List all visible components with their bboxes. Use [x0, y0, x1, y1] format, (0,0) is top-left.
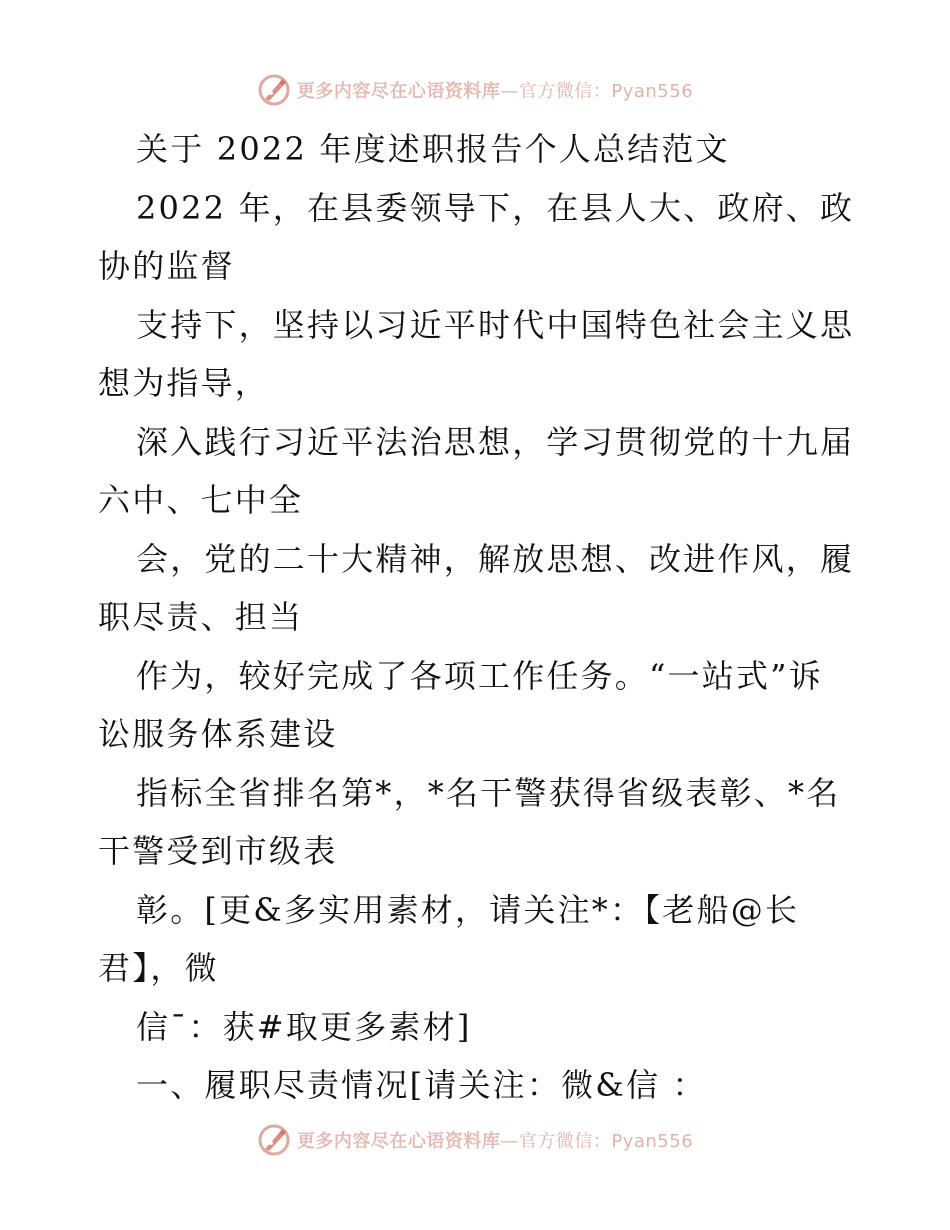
- document-line: 指标全省排名第*，*名干警获得省级表彰、*名: [136, 773, 841, 812]
- document-line: 职尽责、担当: [98, 598, 304, 636]
- document-line: 六中、七中全: [98, 481, 304, 519]
- watermark-contact: —官方微信：Pyan556: [500, 1131, 694, 1152]
- footer-watermark: [0, 1120, 950, 1160]
- watermark-text: [297, 77, 693, 103]
- pen-logo-icon: [257, 1123, 291, 1157]
- watermark-contact: —官方微信：Pyan556: [500, 81, 694, 102]
- document-line: 关于 2022 年度述职报告个人总结范文: [136, 130, 730, 168]
- document-body: [98, 120, 858, 1115]
- document-line: 想为指导，: [98, 364, 270, 402]
- document-line: 讼服务体系建设: [98, 715, 338, 753]
- document-line: 干警受到市级表: [98, 832, 338, 870]
- document-line: 彰。[更&多实用素材，请关注*：【老船@长: [136, 890, 800, 929]
- header-watermark: [0, 70, 950, 110]
- document-line: 2022 年，在县委领导下，在县人大、政府、政: [136, 188, 855, 227]
- document-line: 协的监督: [98, 247, 235, 285]
- document-line: 支持下，坚持以习近平时代中国特色社会主义思: [136, 305, 855, 344]
- document-line: 信¯：获#取更多素材]: [136, 1007, 472, 1046]
- document-line: 君】，微: [98, 949, 219, 987]
- document-line: 深入践行习近平法治思想，学习贯彻党的十九届: [136, 422, 855, 461]
- pen-logo-icon: [257, 73, 291, 107]
- watermark-brand: 更多内容尽在心语资料库: [296, 81, 501, 102]
- document-line: 会，党的二十大精神，解放思想、改进作风，履: [136, 539, 855, 578]
- watermark-brand: 更多内容尽在心语资料库: [296, 1131, 501, 1152]
- watermark-text: [297, 1127, 693, 1153]
- document-line: 作为，较好完成了各项工作任务。“一站式”诉: [136, 656, 823, 695]
- document-line: 一、履职尽责情况[请关注：微&信 ：: [136, 1066, 707, 1104]
